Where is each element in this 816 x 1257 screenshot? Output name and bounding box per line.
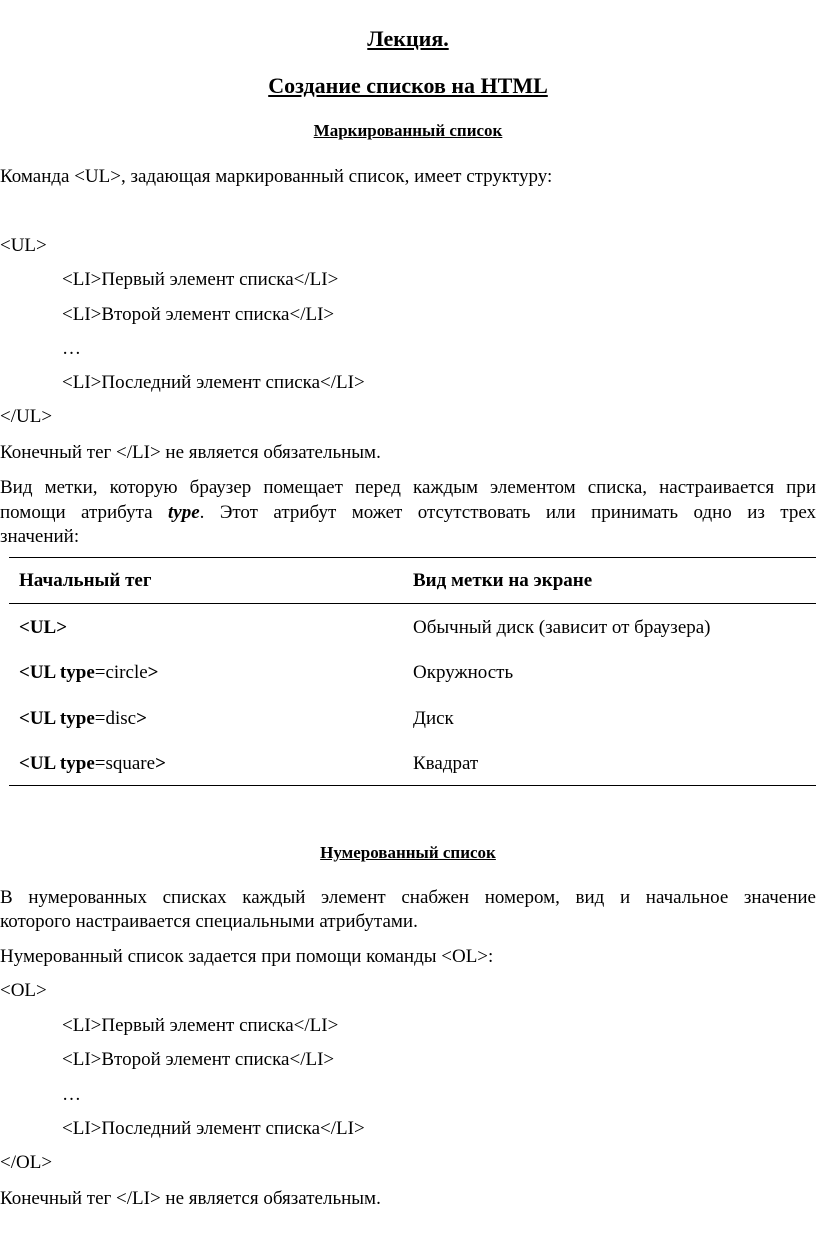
table-header-rule: [9, 603, 816, 604]
ol-code-item-1: <LI>Первый элемент списка</LI>: [62, 1015, 339, 1036]
ul-code-item-1: <LI>Первый элемент списка</LI>: [62, 269, 339, 290]
table-row-tag-value: =circle: [94, 662, 148, 683]
table-row-tag: [19, 707, 147, 731]
table-row-marker: Диск: [413, 708, 454, 729]
ul-code-open-tag: <UL>: [0, 235, 47, 256]
table-row-tag-close: >: [136, 708, 147, 729]
ul-paragraph-line-2: [0, 501, 816, 525]
table-row-tag-close: >: [155, 753, 166, 774]
table-header-start-tag: Начальный тег: [19, 570, 152, 591]
ul-paragraph-line-1: Вид метки, которую браузер помещает перед каждым элементом списка, настраивается при: [0, 477, 816, 498]
table-header-marker-type: Вид метки на экране: [413, 570, 593, 591]
table-row-marker: Обычный диск (зависит от браузера): [413, 617, 711, 638]
table-row-marker: Окружность: [413, 662, 514, 683]
ul-paragraph-line-2-post: . Этот атрибут может отсутствовать или принимать одно из трех: [199, 502, 816, 523]
table-row-tag-value: =disc: [94, 708, 137, 729]
ul-code-item-last: <LI>Последний элемент списка</LI>: [62, 372, 365, 393]
table-top-rule: [9, 557, 816, 558]
lecture-heading: Лекция.: [367, 26, 449, 51]
section-heading-bulleted-list: Маркированный список: [313, 121, 503, 140]
ol-code-ellipsis: …: [62, 1084, 81, 1105]
table-row-tag: [19, 752, 166, 776]
ul-code-close-tag: </UL>: [0, 406, 53, 427]
ol-code-item-last: <LI>Последний элемент списка</LI>: [62, 1118, 365, 1139]
table-row-tag: [19, 661, 158, 685]
ol-intro-text: Нумерованный список задается при помощи команды <OL>:: [0, 946, 494, 967]
ul-paragraph-line-2-pre: помощи атрибута: [0, 502, 169, 523]
table-row-marker: Квадрат: [413, 753, 479, 774]
ul-code-item-2: <LI>Второй элемент списка</LI>: [62, 304, 335, 325]
ul-end-tag-note: Конечный тег </LI> не является обязательным.: [0, 442, 381, 463]
table-row-tag-bold: <UL>: [19, 617, 68, 638]
ol-code-open-tag: <OL>: [0, 980, 47, 1001]
section-heading-numbered-list: Нумерованный список: [320, 843, 496, 862]
document-title: Создание списков на HTML: [268, 73, 548, 98]
table-row-tag-bold: <UL type: [19, 662, 95, 683]
table-row-tag-bold: <UL type: [19, 753, 95, 774]
table-row-tag: [19, 616, 67, 640]
ol-code-close-tag: </OL>: [0, 1152, 53, 1173]
ul-code-ellipsis: …: [62, 338, 81, 359]
ul-paragraph-line-3: значений:: [0, 526, 80, 547]
ul-intro-text: Команда <UL>, задающая маркированный список, имеет структуру:: [0, 166, 553, 187]
table-row-tag-close: >: [147, 662, 159, 683]
ol-paragraph-line-2: которого настраивается специальными атрибутами.: [0, 911, 418, 932]
type-attribute-text: type: [168, 502, 200, 523]
table-bottom-rule: [9, 785, 816, 786]
ol-code-item-2: <LI>Второй элемент списка</LI>: [62, 1049, 335, 1070]
ol-paragraph-line-1: В нумерованных списках каждый элемент снабжен номером, вид и начальное значение: [0, 887, 816, 908]
ol-end-tag-note: Конечный тег </LI> не является обязательным.: [0, 1188, 381, 1209]
table-row-tag-bold: <UL type: [19, 708, 95, 729]
table-row-tag-value: =square: [94, 753, 156, 774]
